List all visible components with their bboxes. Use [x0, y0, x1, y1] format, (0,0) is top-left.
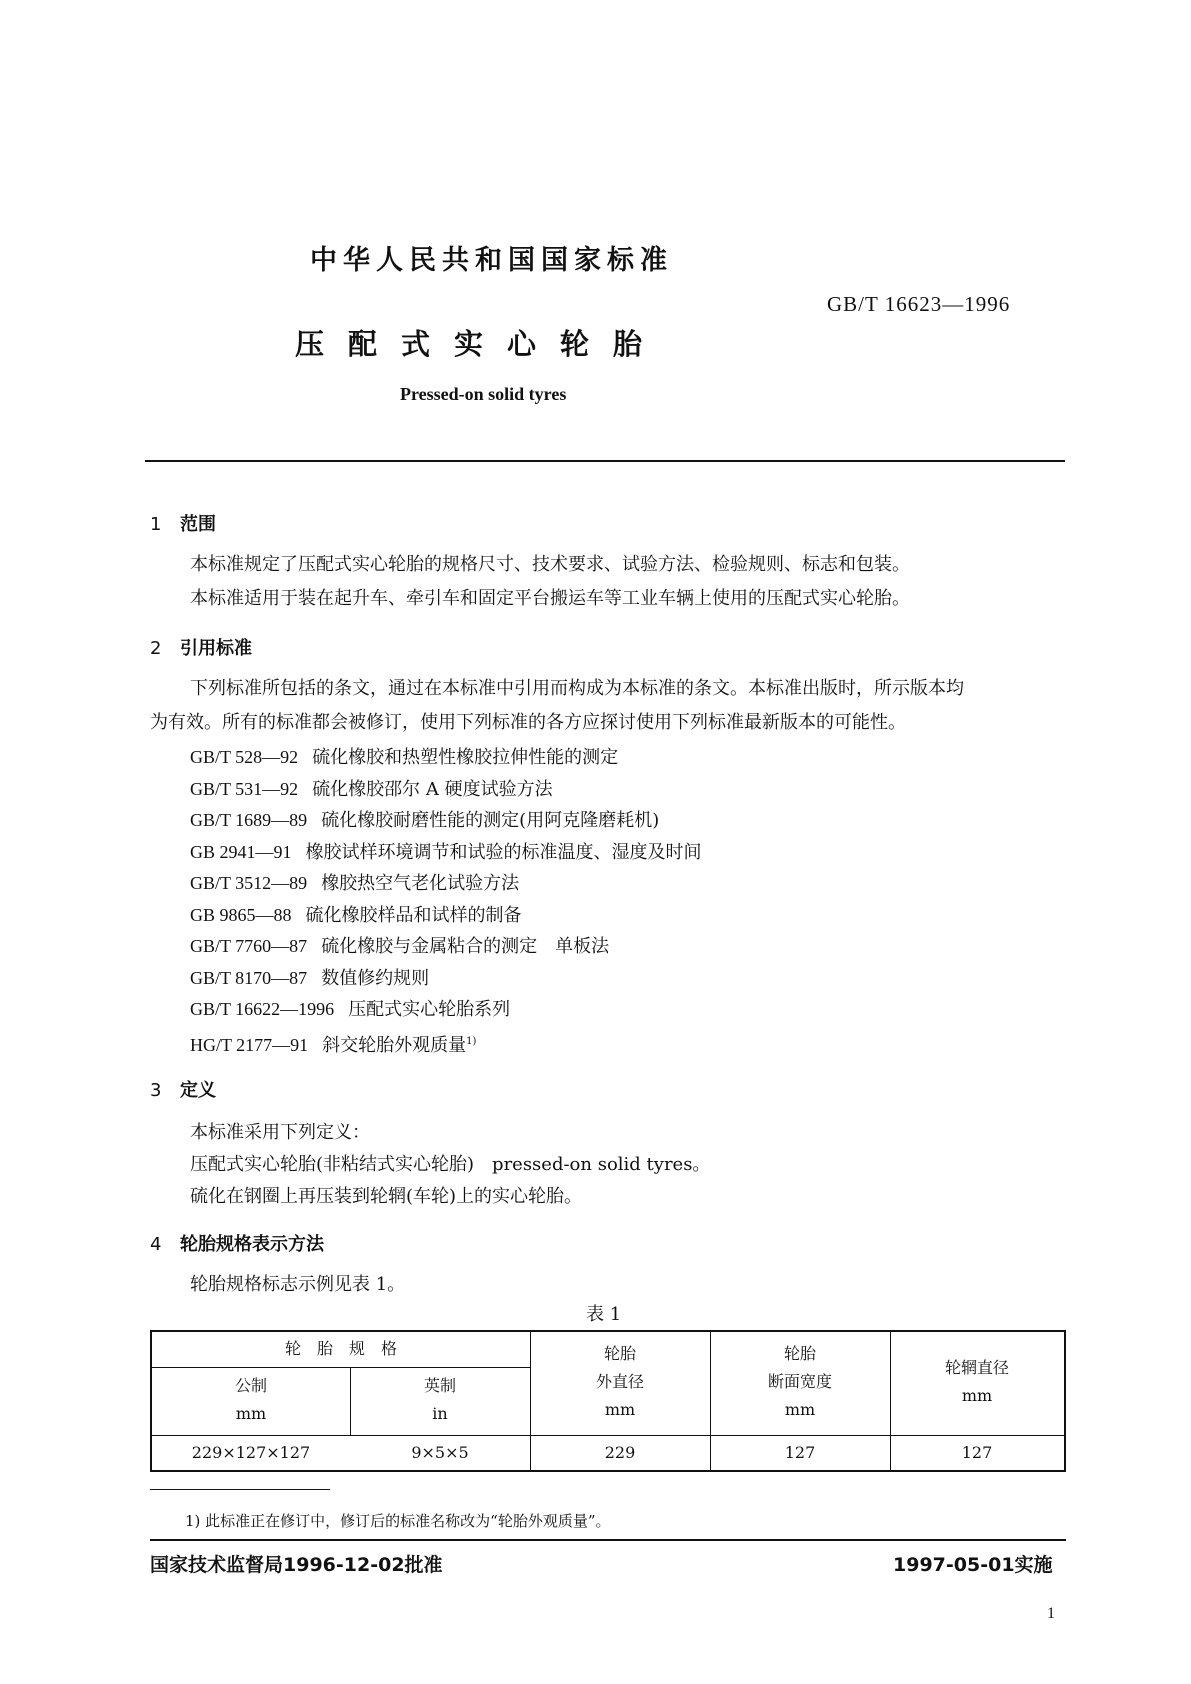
reference-title: 斜交轮胎外观质量: [322, 1034, 467, 1056]
header-metric: [152, 1372, 350, 1428]
cell-imperial: 9×5×5: [411, 1443, 469, 1462]
footnote: 1) 此标准正在修订中，修订后的标准名称改为“轮胎外观质量”。: [185, 1512, 611, 1530]
header-tire-spec: 轮 胎 规 格: [284, 1339, 397, 1358]
reference-title: 硫化橡胶与金属粘合的测定 单板法: [321, 936, 610, 957]
section-1-para-1: 本标准规定了压配式实心轮胎的规格尺寸、技术要求、试验方法、检验规则、标志和包装。: [190, 554, 910, 575]
header-od-line1: 轮胎: [603, 1344, 636, 1363]
header-rim-label: 轮辋直径: [944, 1358, 1009, 1377]
section-3-line-2: 压配式实心轮胎(非粘结式实心轮胎) pressed-on solid tyres。: [190, 1154, 711, 1175]
section-2-heading: [150, 634, 252, 660]
page-number: 1: [1047, 1605, 1055, 1622]
reference-title: 橡胶热空气老化试验方法: [321, 873, 520, 894]
reference-item: [190, 742, 702, 774]
section-1-number: 1: [150, 514, 162, 535]
standard-code: GB/T 16623—1996: [827, 292, 1011, 316]
reference-title: 硫化橡胶和热塑性橡胶拉伸性能的测定: [312, 747, 619, 768]
section-3-line-3: 硫化在钢圈上再压装到轮辋(车轮)上的实心轮胎。: [190, 1186, 583, 1207]
footnote-marker: 1): [466, 1035, 477, 1047]
section-3-heading: [150, 1076, 216, 1102]
header-width-unit: mm: [784, 1400, 816, 1419]
reference-item: [190, 900, 702, 932]
reference-title: 硫化橡胶邵尔 A 硬度试验方法: [312, 778, 553, 800]
reference-item: [190, 774, 702, 806]
section-3-line-1: 本标准采用下列定义：: [190, 1122, 370, 1143]
reference-code: GB/T 528—92: [190, 747, 299, 767]
reference-title: 硫化橡胶样品和试样的制备: [305, 904, 522, 926]
reference-code: GB/T 1689—89: [190, 810, 308, 830]
reference-title: 橡胶试样环境调节和试验的标准温度、湿度及时间: [305, 841, 702, 863]
footnote-divider: [150, 1489, 330, 1490]
header-rim-unit: mm: [961, 1386, 993, 1405]
reference-title: 压配式实心轮胎系列: [348, 999, 511, 1020]
reference-title: 硫化橡胶耐磨性能的测定(用阿克隆磨耗机): [321, 810, 660, 831]
reference-code: GB/T 8170—87: [190, 967, 308, 988]
national-standard-heading: 中华人民共和国国家标准: [310, 245, 673, 276]
header-imperial-label: 英制: [423, 1376, 456, 1395]
header-od-line2: 外直径: [595, 1372, 644, 1391]
tire-spec-table: [150, 1330, 1066, 1472]
reference-code: GB/T 3512—89: [190, 873, 308, 893]
cell-rim-diameter: 127: [961, 1443, 993, 1462]
section-1-title: 范围: [180, 514, 216, 535]
reference-item: [190, 1026, 702, 1062]
reference-item: [190, 931, 702, 963]
reference-code: GB 9865—88: [190, 904, 292, 925]
section-2-title: 引用标准: [180, 638, 252, 659]
header-divider: [145, 460, 1065, 462]
table-line: [152, 1367, 530, 1368]
reference-code: GB/T 7760—87: [190, 936, 308, 956]
header-width-line2: 断面宽度: [767, 1372, 832, 1391]
reference-code: GB/T 531—92: [190, 778, 299, 799]
effective-date: 1997-05-01实施: [893, 1554, 1053, 1576]
reference-title: 数值修约规则: [321, 967, 430, 989]
section-1-para-2: 本标准适用于装在起升车、牵引车和固定平台搬运车等工业车辆上使用的压配式实心轮胎。: [190, 588, 910, 609]
section-4-heading: [150, 1230, 324, 1256]
header-section-width: [710, 1340, 890, 1424]
section-3-number: 3: [150, 1080, 162, 1101]
header-rim-diameter: [890, 1354, 1064, 1410]
reference-item: [190, 837, 702, 869]
reference-code: HG/T 2177—91: [190, 1034, 309, 1055]
reference-item: [190, 963, 702, 995]
document-title-english: Pressed-on solid tyres: [400, 384, 567, 404]
reference-item: [190, 994, 702, 1026]
section-2-intro-line-1: 下列标准所包括的条文，通过在本标准中引用而构成为本标准的条文。本标准出版时，所示版本均: [190, 678, 964, 699]
header-imperial-unit: in: [432, 1404, 448, 1423]
section-2-number: 2: [150, 638, 162, 659]
cell-metric: 229×127×127: [191, 1443, 311, 1462]
section-4-line: 轮胎规格标志示例见表 1。: [190, 1274, 406, 1295]
header-metric-label: 公制: [234, 1376, 267, 1395]
section-3-title: 定义: [180, 1080, 216, 1101]
section-4-number: 4: [150, 1234, 162, 1255]
section-4-title: 轮胎规格表示方法: [180, 1234, 324, 1255]
reference-item: [190, 805, 702, 837]
table-line: [152, 1435, 1064, 1436]
header-width-line1: 轮胎: [783, 1344, 816, 1363]
header-metric-unit: mm: [235, 1404, 267, 1423]
approval-notice: 国家技术监督局1996-12-02批准: [150, 1554, 443, 1576]
header-outer-diameter: [530, 1340, 710, 1424]
header-imperial: [350, 1372, 530, 1428]
reference-list: [190, 742, 702, 1061]
reference-code: GB/T 16622—1996: [190, 999, 335, 1019]
reference-code: GB 2941—91: [190, 841, 292, 862]
table-caption: 表 1: [586, 1304, 622, 1325]
document-title: 压配式实心轮胎: [295, 327, 667, 361]
reference-item: [190, 868, 702, 900]
cell-outer-diameter: 229: [604, 1443, 636, 1462]
footer-divider: [150, 1539, 1066, 1541]
header-od-unit: mm: [604, 1400, 636, 1419]
section-2-intro-line-2: 为有效。所有的标准都会被修订，使用下列标准的各方应探讨使用下列标准最新版本的可能性。: [150, 712, 906, 733]
section-1-heading: [150, 510, 216, 536]
cell-section-width: 127: [784, 1443, 816, 1462]
